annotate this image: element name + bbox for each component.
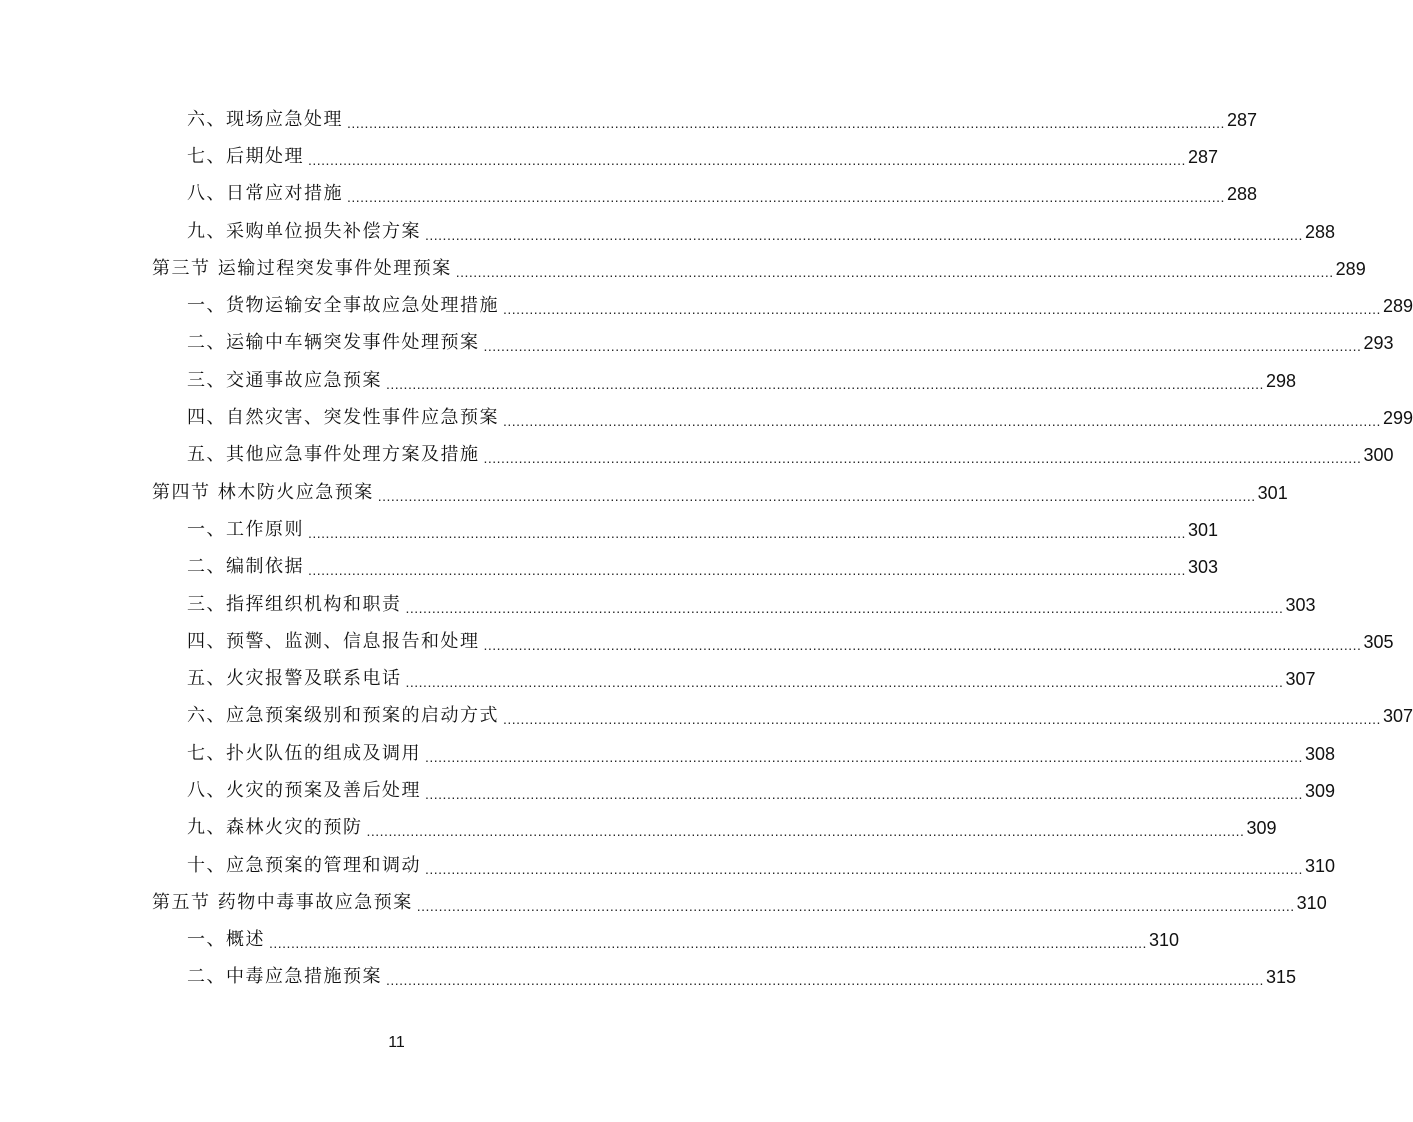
toc-page-number: 289: [1382, 296, 1413, 317]
toc-leader-dots: ........................................................................................................................................................................................................: [455, 263, 1334, 280]
toc-entry-title: 三、交通事故应急预案: [187, 369, 382, 391]
toc-entry-title: 一、工作原则: [187, 518, 304, 540]
toc-entry-row[interactable]: [0, 772, 1335, 809]
toc-entry-title: 四、预警、监测、信息报告和处理: [187, 630, 480, 652]
toc-entry-row[interactable]: [0, 213, 1335, 250]
toc-leader-dots: ........................................................................................................................................................................................................: [483, 636, 1362, 653]
toc-entry-title: 八、日常应对措施: [187, 183, 343, 205]
toc-page-number: 315: [1265, 967, 1296, 988]
toc-entry-row[interactable]: [0, 437, 1394, 474]
toc-leader-dots: ........................................................................................................................................................................................................: [386, 375, 1264, 392]
toc-entry-row[interactable]: [0, 138, 1218, 175]
toc-page-number: 310: [1148, 930, 1179, 951]
toc-entry-title: 六、应急预案级别和预案的启动方式: [187, 705, 499, 727]
toc-entry-title: 四、自然灾害、突发性事件应急预案: [187, 407, 499, 429]
toc-entry-row[interactable]: [0, 735, 1335, 772]
toc-entry-title: 第三节 运输过程突发事件处理预案: [152, 257, 452, 279]
toc-page-number: 298: [1265, 370, 1296, 391]
toc-entry-title: 第五节 药物中毒事故应急预案: [152, 891, 413, 913]
toc-page-number: 289: [1335, 258, 1366, 279]
toc-page-number: 308: [1304, 743, 1335, 764]
toc-leader-dots: ........................................................................................................................................................................................................: [366, 823, 1245, 840]
toc-entry-title: 一、概述: [187, 929, 265, 951]
toc-entry-row[interactable]: [0, 810, 1277, 847]
toc-leader-dots: ........................................................................................................................................................................................................: [405, 674, 1284, 691]
toc-page-number: 310: [1296, 892, 1327, 913]
toc-entry-title: 二、中毒应急措施预案: [187, 966, 382, 988]
toc-leader-dots: ........................................................................................................................................................................................................: [483, 450, 1362, 467]
toc-section-row[interactable]: [0, 250, 1366, 287]
toc-page-number: 305: [1363, 631, 1394, 652]
toc-entry-row[interactable]: [0, 325, 1394, 362]
toc-entry-title: 九、采购单位损失补偿方案: [187, 220, 421, 242]
toc-page-number: 287: [1187, 146, 1218, 167]
toc-entry-title: 七、扑火队伍的组成及调用: [187, 742, 421, 764]
toc-leader-dots: ........................................................................................................................................................................................................: [425, 785, 1303, 802]
toc-entry-title: 二、运输中车辆突发事件处理预案: [187, 332, 480, 354]
toc-section-row[interactable]: [0, 884, 1327, 921]
toc-leader-dots: ........................................................................................................................................................................................................: [503, 301, 1381, 318]
toc-entry-row[interactable]: [0, 847, 1335, 884]
toc-page-number: 299: [1382, 408, 1413, 429]
toc-entry-row[interactable]: [0, 511, 1218, 548]
toc-entry-row[interactable]: [0, 549, 1218, 586]
toc-leader-dots: ........................................................................................................................................................................................................: [386, 972, 1264, 989]
toc-entry-title: 二、编制依据: [187, 556, 304, 578]
toc-leader-dots: ........................................................................................................................................................................................................: [347, 114, 1225, 131]
toc-leader-dots: ........................................................................................................................................................................................................: [425, 226, 1303, 243]
toc-page-number: 309: [1304, 780, 1335, 801]
toc-leader-dots: ........................................................................................................................................................................................................: [416, 897, 1295, 914]
toc-entry-title: 一、货物运输安全事故应急处理措施: [187, 295, 499, 317]
toc-leader-dots: ........................................................................................................................................................................................................: [503, 711, 1381, 728]
toc-page-number: 293: [1363, 333, 1394, 354]
toc-leader-dots: ........................................................................................................................................................................................................: [308, 562, 1186, 579]
toc-leader-dots: ........................................................................................................................................................................................................: [425, 748, 1303, 765]
toc-leader-dots: ........................................................................................................................................................................................................: [483, 338, 1362, 355]
toc-entry-title: 八、火灾的预案及善后处理: [187, 779, 421, 801]
toc-page-number: 287: [1226, 109, 1257, 130]
toc-entry-row[interactable]: [0, 362, 1296, 399]
toc-page-number: 288: [1226, 184, 1257, 205]
toc-leader-dots: ........................................................................................................................................................................................................: [377, 487, 1256, 504]
toc-page-number: 303: [1187, 557, 1218, 578]
toc-entry-row[interactable]: [0, 922, 1179, 959]
toc-entry-row[interactable]: [0, 399, 1413, 436]
toc-page-number: 307: [1382, 706, 1413, 727]
toc-entry-title: 六、现场应急处理: [187, 108, 343, 130]
toc-page-number: 303: [1285, 594, 1316, 615]
toc-entry-title: 五、其他应急事件处理方案及措施: [187, 444, 480, 466]
toc-entry-row[interactable]: [0, 698, 1413, 735]
toc-page-number: 301: [1257, 482, 1288, 503]
toc-page-number: 307: [1285, 669, 1316, 690]
toc-leader-dots: ........................................................................................................................................................................................................: [308, 524, 1186, 541]
toc-entry-title: 十、应急预案的管理和调动: [187, 854, 421, 876]
toc-entry-title: 三、指挥组织机构和职责: [187, 593, 402, 615]
toc-leader-dots: ........................................................................................................................................................................................................: [425, 860, 1303, 877]
toc-leader-dots: ........................................................................................................................................................................................................: [308, 151, 1186, 168]
toc-page-number: 309: [1246, 818, 1277, 839]
toc-entry-title: 五、火灾报警及联系电话: [187, 668, 402, 690]
toc-section-row[interactable]: [0, 474, 1288, 511]
toc-entry-row[interactable]: [0, 176, 1257, 213]
toc-entry-row[interactable]: [0, 660, 1316, 697]
toc-entry-row[interactable]: [0, 959, 1296, 996]
table-of-contents: [0, 101, 1413, 996]
toc-entry-row[interactable]: [0, 287, 1413, 324]
toc-entry-title: 七、后期处理: [187, 145, 304, 167]
toc-page-number: 310: [1304, 855, 1335, 876]
toc-entry-title: 第四节 林木防火应急预案: [152, 481, 374, 503]
page-number: 11: [388, 1034, 405, 1051]
toc-leader-dots: ........................................................................................................................................................................................................: [503, 413, 1381, 430]
toc-leader-dots: ........................................................................................................................................................................................................: [269, 935, 1147, 952]
toc-entry-title: 九、森林火灾的预防: [187, 817, 363, 839]
toc-page-number: 288: [1304, 221, 1335, 242]
toc-entry-row[interactable]: [0, 101, 1257, 138]
toc-entry-row[interactable]: [0, 586, 1316, 623]
toc-page-number: 300: [1363, 445, 1394, 466]
toc-leader-dots: ........................................................................................................................................................................................................: [347, 189, 1225, 206]
toc-entry-row[interactable]: [0, 623, 1394, 660]
toc-leader-dots: ........................................................................................................................................................................................................: [405, 599, 1284, 616]
toc-page-number: 301: [1187, 519, 1218, 540]
